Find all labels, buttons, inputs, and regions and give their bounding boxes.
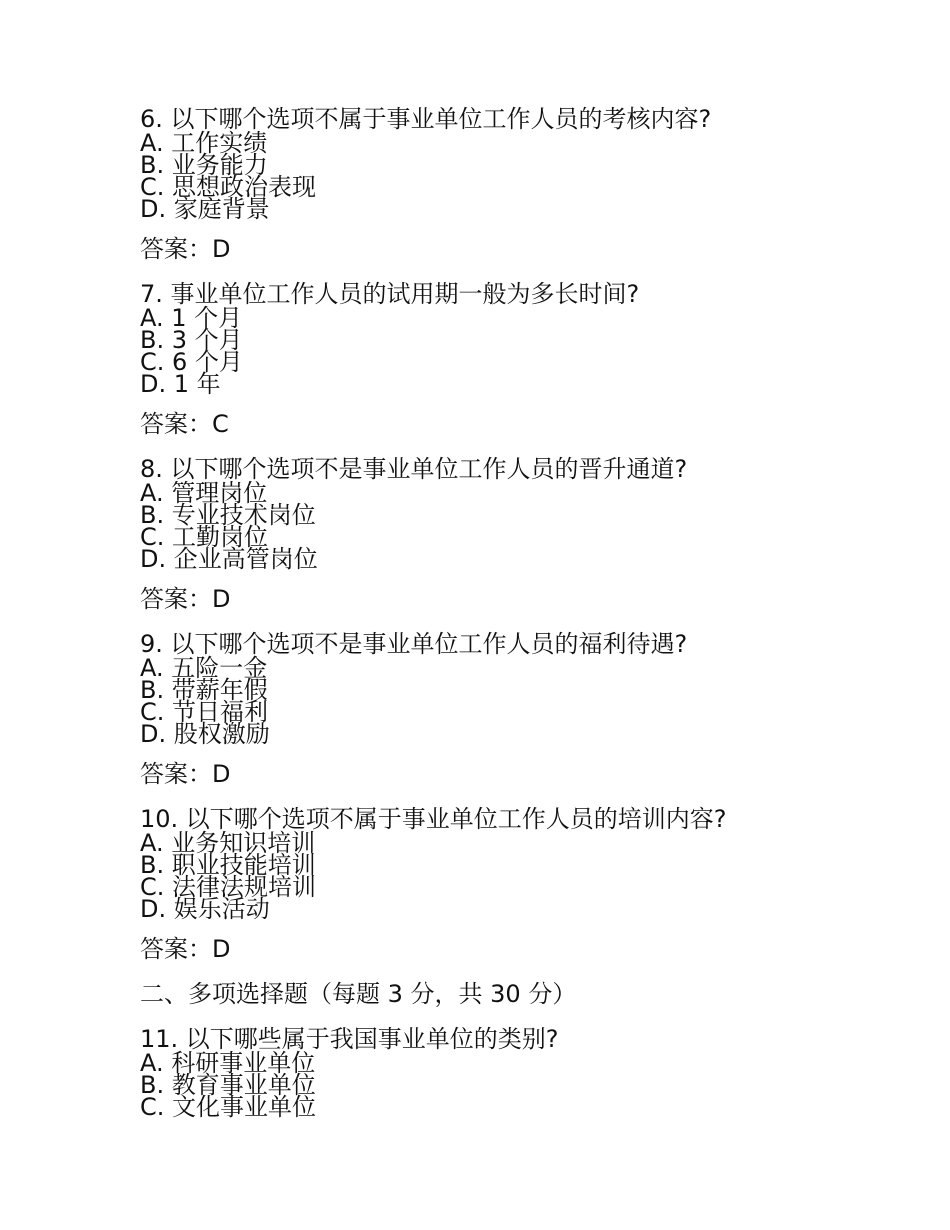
option-d: D. 企业高管岗位 (140, 545, 318, 573)
question-title: 10. 以下哪个选项不属于事业单位工作人员的培训内容? (140, 805, 727, 833)
question-11 (140, 1025, 900, 1121)
option-d: D. 娱乐活动 (140, 895, 270, 923)
exam-page (140, 105, 900, 1121)
answer-line: 答案：D (140, 585, 231, 613)
option-a: A. 五险一金 (140, 654, 268, 682)
option-b: B. 业务能力 (140, 151, 268, 179)
option-d: D. 股权激励 (140, 720, 270, 748)
option-a: A. 管理岗位 (140, 479, 268, 507)
question-title: 6. 以下哪个选项不属于事业单位工作人员的考核内容? (140, 105, 712, 133)
option-b: B. 职业技能培训 (140, 851, 316, 879)
section-heading-multiple-choice: 二、多项选择题（每题 3 分，共 30 分） (140, 980, 577, 1008)
option-c: C. 思想政治表现 (140, 173, 317, 201)
answer-line: 答案：D (140, 935, 231, 963)
question-title: 9. 以下哪个选项不是事业单位工作人员的福利待遇? (140, 630, 688, 658)
question-10 (140, 806, 900, 962)
option-a: A. 1 个月 (140, 304, 243, 332)
question-9 (140, 631, 900, 787)
option-a: A. 科研事业单位 (140, 1049, 316, 1077)
option-d: D. 家庭背景 (140, 195, 270, 223)
option-c: C. 文化事业单位 (140, 1093, 317, 1121)
option-b: B. 专业技术岗位 (140, 501, 316, 529)
option-c: C. 节日福利 (140, 698, 269, 726)
option-b: B. 带薪年假 (140, 676, 268, 704)
option-a: A. 工作实绩 (140, 129, 268, 157)
question-title: 8. 以下哪个选项不是事业单位工作人员的晋升通道? (140, 455, 688, 483)
question-title: 11. 以下哪些属于我国事业单位的类别? (140, 1025, 559, 1053)
question-8 (140, 456, 900, 612)
answer-line: 答案：C (140, 410, 229, 438)
option-c: C. 工勤岗位 (140, 523, 269, 551)
option-d: D. 1 年 (140, 370, 221, 398)
question-6 (140, 106, 900, 262)
option-c: C. 6 个月 (140, 348, 243, 376)
option-b: B. 3 个月 (140, 326, 243, 354)
option-c: C. 法律法规培训 (140, 873, 317, 901)
option-a: A. 业务知识培训 (140, 829, 316, 857)
question-title: 7. 事业单位工作人员的试用期一般为多长时间? (140, 280, 640, 308)
answer-line: 答案：D (140, 760, 231, 788)
answer-line: 答案：D (140, 235, 231, 263)
option-b: B. 教育事业单位 (140, 1071, 316, 1099)
question-7 (140, 281, 900, 437)
